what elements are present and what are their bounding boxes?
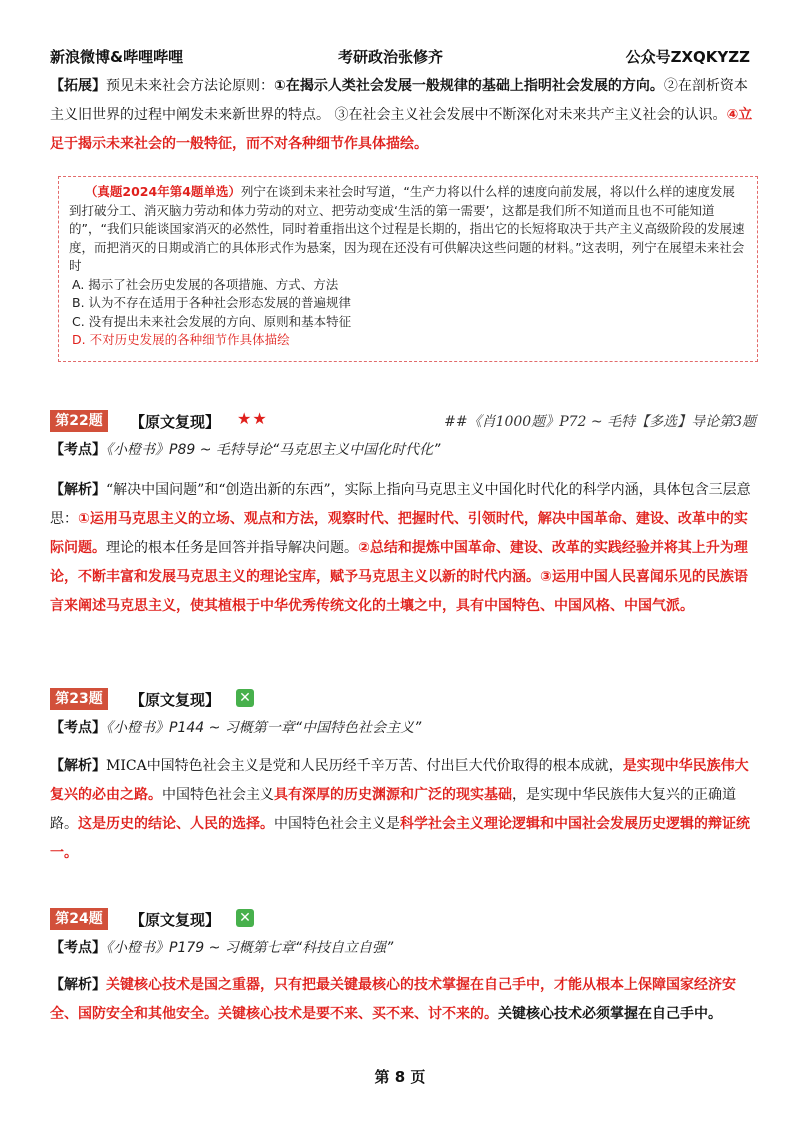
- option-b: B. 认为不存在适用于各种社会形态发展的普遍规律: [72, 295, 352, 310]
- q23-analysis: [50, 752, 756, 868]
- q23-analysis-label: 【解析】: [50, 758, 106, 774]
- question-stem-block: [69, 183, 747, 276]
- cross-mark-icon: ✕: [236, 909, 254, 927]
- expand-intro: 预见未来社会方法论原则：: [106, 78, 274, 94]
- q23-red-1: 是实现中华民族伟大复兴的必由之路。: [50, 758, 749, 803]
- q23-tag: 【原文复现】: [130, 691, 221, 709]
- q22-analysis-mid: 理论的根本任务是回答并指导解决问题。: [106, 540, 358, 556]
- q24-kaodian: [50, 936, 756, 960]
- q22-kaodian-text: 《小橙书》P89 ~ 毛特导论“马克思主义中国化时代化”: [106, 442, 441, 458]
- question-stem: 列宁在谈到未来社会时写道，“生产力将以什么样的速度向前发展，将以什么样的速度发展到打破分工、消灭脑力劳动和体力劳动的对立、把劳动变成‘生活的第一需要’，这都是我们所不知道而且也不可能知道的”，“我们只能谈国家消灭的必然性，同时着重指出这个过程是长期的，指出它的长短将取决于共产主义高级阶段的发展速度，而把消灭的日期或消亡的具体形式作为悬案，因为现在还没有可供解决这些问题的材料。”这表明，列宁在展望未来社会时: [69, 184, 745, 273]
- q23-header: [50, 688, 756, 712]
- q22-reference: ##《肖1000题》P72 ~ 毛特【多选】导论第3题: [444, 414, 756, 430]
- q24-header: [50, 908, 756, 932]
- question-source: （真题2024年第4题单选）: [84, 184, 241, 199]
- expand-point-4: ④立足于揭示未来社会的一般特征，而不对各种细节作具体描绘。: [50, 107, 753, 152]
- expand-section: [50, 72, 756, 159]
- q24-bold-1: 关键核心技术必须掌握在自己手中。: [498, 1006, 722, 1022]
- q24-analysis-label: 【解析】: [50, 977, 106, 993]
- q24-tag: 【原文复现】: [130, 911, 221, 929]
- q22-point-1: ①运用马克思主义的立场、观点和方法，观察时代、把握时代、引领时代，解决中国革命、建设、改革中的实际问题。: [50, 511, 748, 556]
- q22-analysis-intro: “解决中国问题”和“创造出新的东西”，实际上指向马克思主义中国化时代化的科学内涵，具体包含三层意思：: [50, 482, 751, 527]
- q22-header: [50, 410, 756, 434]
- q22-analysis-label: 【解析】: [50, 482, 106, 498]
- q23-badge: 第23题: [50, 688, 108, 710]
- option-c: C. 没有提出未来社会发展的方向、原则和基本特征: [72, 313, 352, 329]
- header-right: 公众号ZXQKYZZ: [625, 48, 750, 66]
- q23-red-3: 这是历史的结论、人民的选择。: [78, 816, 274, 832]
- q22-analysis: [50, 476, 756, 621]
- header-center: 考研政治张修齐: [338, 48, 444, 66]
- q23-red-2: 具有深厚的历史渊源和广泛的现实基础: [274, 787, 512, 803]
- expand-point-2: ②在剖析资本主义旧世界的过程中阐发未来新世界的特点。: [50, 78, 748, 123]
- expand-point-3: ③在社会主义社会发展中不断深化对未来共产主义社会的认识。: [334, 107, 727, 123]
- q24-analysis: [50, 971, 756, 1029]
- page-number: 第 8 页: [374, 1068, 426, 1086]
- q22-point-3: ③运用中国人民喜闻乐见的民族语言来阐述马克思主义，使其植根于中华优秀传统文化的土壤之中，具有中国特色、中国风格、中国气派。: [50, 569, 748, 614]
- expand-point-1: ①在揭示人类社会发展一般规律的基础上指明社会发展的方向。: [274, 78, 664, 94]
- q23-text-4: 中国特色社会主义是: [274, 816, 400, 832]
- cross-mark-icon: ✕: [236, 689, 254, 707]
- q22-kaodian-label: 【考点】: [50, 442, 106, 458]
- option-a: A. 揭示了社会历史发展的各项措施、方式、方法: [72, 276, 339, 292]
- header-left: 新浪微博&哔哩哔哩: [50, 48, 184, 66]
- q23-text-2: 中国特色社会主义: [162, 787, 274, 803]
- q23-red-4: 科学社会主义理论逻辑和中国社会发展历史逻辑的辩证统一。: [50, 816, 750, 861]
- option-d-answer: D. 不对历史发展的各种细节作具体描绘: [72, 332, 290, 347]
- q22-point-2: ②总结和提炼中国革命、建设、改革的实践经验并将其上升为理论，不断丰富和发展马克思主义的理论宝库，赋予马克思主义以新的时代内涵。: [50, 540, 748, 585]
- exam-question-box: [58, 176, 758, 362]
- expand-label: 【拓展】: [50, 78, 106, 94]
- q22-tag: 【原文复现】: [130, 413, 221, 431]
- q24-red-1: 关键核心技术是国之重器，只有把最关键最核心的技术掌握在自己手中，才能从根本上保障国家经济安全、国防安全和其他安全。关键核心技术是要不来、买不来、讨不来的。: [50, 977, 736, 1022]
- star-icon: ★★: [237, 409, 268, 428]
- q23-kaodian-label: 【考点】: [50, 720, 106, 736]
- q23-text-1: MICA中国特色社会主义是党和人民历经千辛万苦、付出巨大代价取得的根本成就，: [106, 758, 623, 774]
- q24-kaodian-text: 《小橙书》P179 ~ 习概第七章“科技自立自强”: [106, 940, 394, 956]
- q22-kaodian: [50, 438, 756, 462]
- q23-kaodian: [50, 716, 756, 740]
- q22-badge: 第22题: [50, 410, 108, 432]
- q23-text-3: ，是实现中华民族伟大复兴的正确道路。: [50, 787, 736, 832]
- page-header: [50, 46, 750, 70]
- q24-kaodian-label: 【考点】: [50, 940, 106, 956]
- q24-badge: 第24题: [50, 908, 108, 930]
- q23-kaodian-text: 《小橙书》P144 ~ 习概第一章“中国特色社会主义”: [106, 720, 422, 736]
